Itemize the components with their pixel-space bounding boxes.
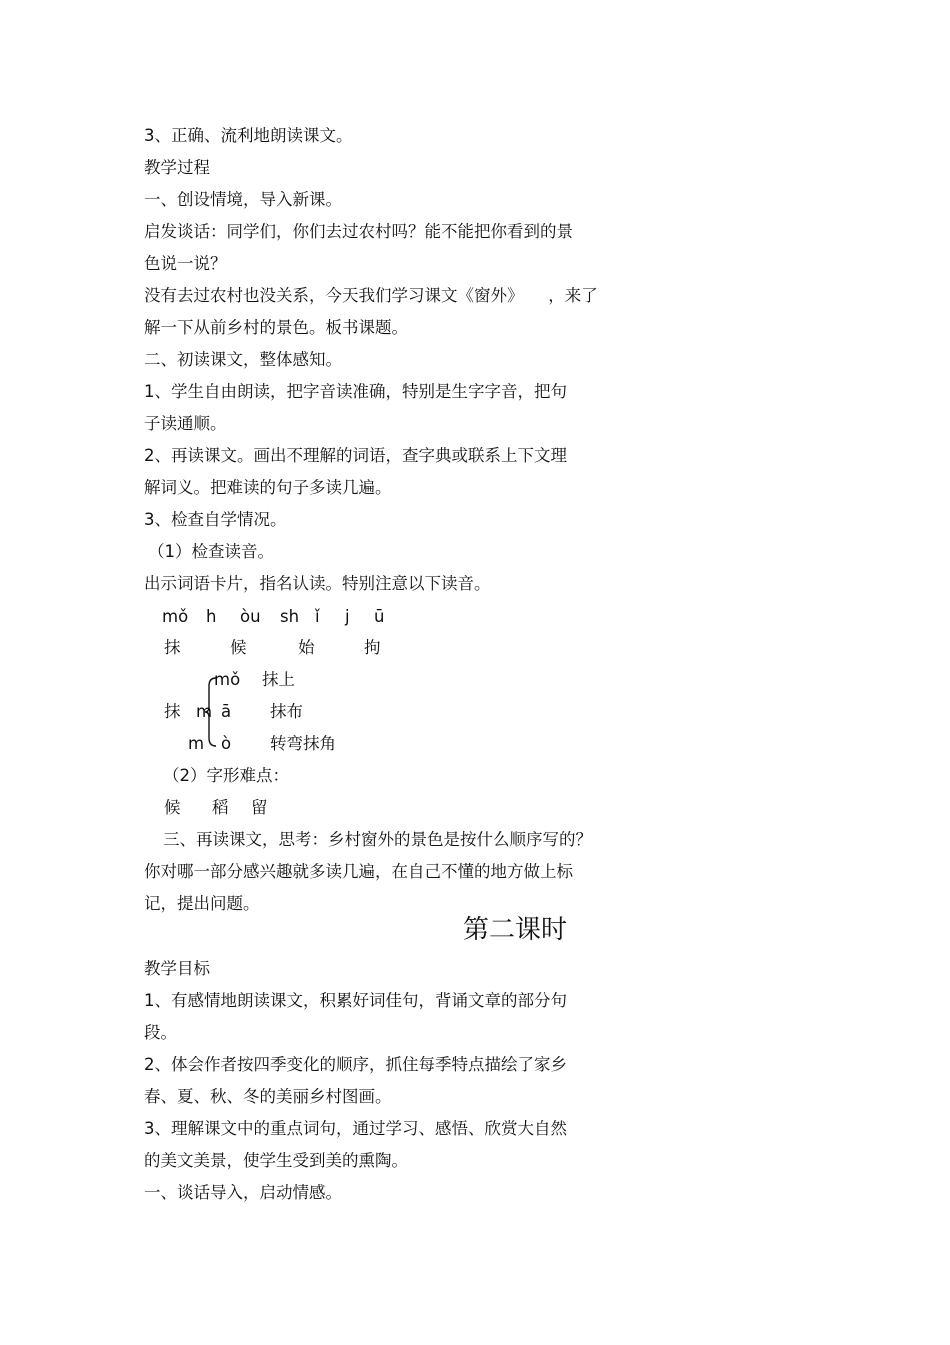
poly-word: 转弯抹角 (270, 734, 336, 753)
text-line: 1、有感情地朗读课文，积累好词佳句，背诵文章的部分句 (144, 991, 567, 1010)
form-char: 稻 (212, 798, 229, 817)
text-line: 没有去过农村也没关系，今天我们学习课文《窗外》 ，来了 (144, 286, 598, 305)
poly-initial: m (188, 734, 205, 753)
text-line: 出示词语卡片，指名认读。特别注意以下读音。 (144, 574, 491, 593)
text-line: 春、夏、秋、冬的美丽乡村图画。 (144, 1087, 392, 1106)
vocab-char: 抹 (164, 638, 181, 657)
text-line: 段。 (144, 1023, 177, 1042)
poly-initial: m (196, 702, 213, 721)
vocab-char: 候 (230, 638, 247, 657)
text-line: 教学过程 (144, 158, 210, 177)
text-line: 一、创设情境，导入新课。 (144, 190, 342, 209)
text-line: 的美文美景，使学生受到美的熏陶。 (144, 1151, 408, 1170)
poly-reading: mǒ (214, 670, 241, 689)
text-line: 教学目标 (144, 959, 210, 978)
form-title: （2）字形难点： (163, 766, 289, 785)
pinyin-syllable: j (345, 607, 350, 626)
form-char: 留 (251, 798, 268, 817)
text-line: 解词义。把难读的句子多读几遍。 (144, 478, 392, 497)
vocab-char: 拘 (364, 638, 381, 657)
text-line: （1）检查读音。 (148, 542, 274, 561)
text-line: 3、检查自学情况。 (144, 510, 287, 529)
text-line: 你对哪一部分感兴趣就多读几遍，在自己不懂的地方做上标 (144, 862, 573, 881)
pinyin-syllable: ǐ (315, 607, 320, 626)
text-line: 三、再读课文，思考：乡村窗外的景色是按什么顺序写的？ (163, 830, 592, 849)
text-line: 一、谈话导入，启动情感。 (144, 1183, 342, 1202)
text-line: 二、初读课文，整体感知。 (144, 350, 342, 369)
vocab-char: 始 (298, 638, 315, 657)
text-line: 1、学生自由朗读，把字音读准确，特别是生字字音，把句 (144, 382, 567, 401)
pinyin-syllable: ū (374, 607, 385, 626)
form-char: 候 (164, 798, 181, 817)
section-heading: 第二课时 (463, 915, 568, 945)
text-line: 记，提出问题。 (144, 894, 260, 913)
poly-word: 抹布 (270, 702, 303, 721)
poly-char: 抹 (164, 702, 181, 721)
text-line: 色说一说？ (144, 254, 227, 273)
pinyin-syllable: òu (240, 607, 261, 626)
poly-reading: ò (221, 734, 232, 753)
pinyin-syllable: mǒ (162, 607, 189, 626)
text-line: 2、体会作者按四季变化的顺序，抓住每季特点描绘了家乡 (144, 1055, 567, 1074)
text-line: 子读通顺。 (144, 414, 227, 433)
text-line: 启发谈话：同学们，你们去过农村吗？能不能把你看到的景 (144, 222, 573, 241)
poly-reading: ā (221, 702, 232, 721)
text-line: 2、再读课文。画出不理解的词语，查字典或联系上下文理 (144, 446, 567, 465)
text-line: 3、理解课文中的重点词句，通过学习、感悟、欣赏大自然 (144, 1119, 567, 1138)
text-line: 3、正确、流利地朗读课文。 (144, 126, 353, 145)
poly-word: 抹上 (262, 670, 295, 689)
pinyin-syllable: sh (280, 607, 300, 626)
pinyin-syllable: h (206, 607, 217, 626)
text-line: 解一下从前乡村的景色。板书课题。 (144, 318, 408, 337)
